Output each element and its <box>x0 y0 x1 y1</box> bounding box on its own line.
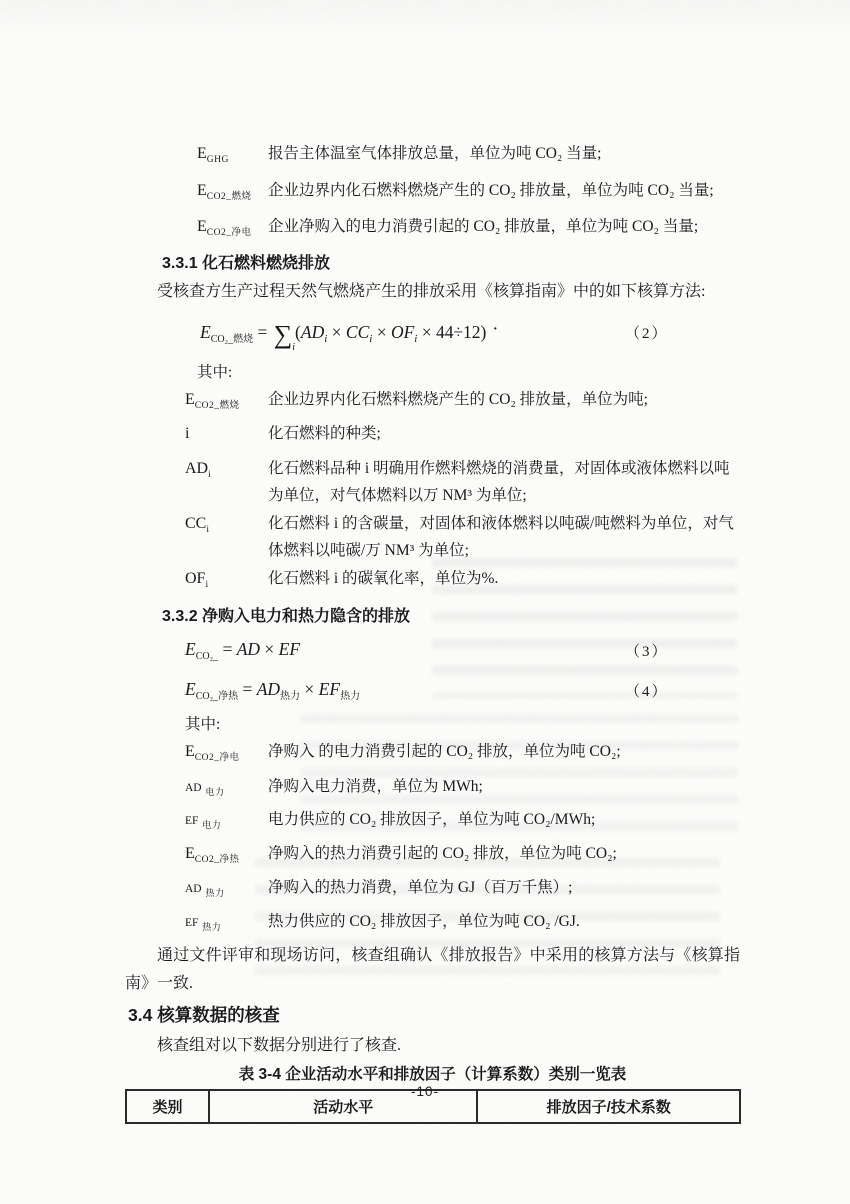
variable-definitions-overview <box>125 139 740 249</box>
formula-expression: $E_{CO_2\_}$ = AD × EF <box>185 639 301 662</box>
formula-number: （2） <box>625 325 669 342</box>
variable-term: $OF_i$ <box>185 569 209 590</box>
variable-term: $E_{CO2\_燃烧}$ <box>197 181 252 202</box>
variable-description: 报告主体温室气体排放总量，单位为吨 CO₂ 当量; <box>268 145 602 162</box>
column-header-activity-level: 活动水平 <box>209 1090 477 1123</box>
definition-row <box>125 139 740 176</box>
variable-description: 化石燃料 i 的含碳量，对固体和液体燃料以吨碳/吨燃料为单位，对气体燃料以吨碳/万 NM³ 为单位; <box>268 514 734 559</box>
variable-term: $CC_i$ <box>185 514 210 535</box>
formula-2 <box>125 316 740 356</box>
variable-term: AD $_{热力}$ <box>185 883 225 898</box>
scan-dot-artifact: · <box>493 321 498 337</box>
variable-description: 企业净购入的电力消费引起的 CO₂ 排放量，单位为吨 CO₂ 当量; <box>268 218 699 235</box>
definition-row <box>125 176 740 213</box>
definition-row <box>125 773 740 807</box>
definition-row <box>125 420 740 455</box>
formula-number: （4） <box>625 684 669 700</box>
variable-term: EF $_{热力}$ <box>185 916 222 932</box>
definition-row <box>125 386 740 421</box>
formula-expression: $E_{CO_2\_净热} = AD_{热力} \times EF_{热力}$ <box>185 679 361 702</box>
variable-description: 净购入 的电力消费引起的 CO₂ 排放，单位为吨 CO₂; <box>268 743 621 760</box>
variable-definitions-formula-2 <box>125 386 740 600</box>
definition-row <box>125 806 740 840</box>
definition-row <box>125 212 740 249</box>
page-number: -10- <box>410 1084 439 1099</box>
variable-description: 企业边界内化石燃料燃烧产生的 CO₂ 排放量，单位为吨; <box>268 390 648 408</box>
variable-definitions-formula-3-4 <box>125 738 740 941</box>
where-label: 其中: <box>185 716 221 733</box>
section-heading-3-4: 3.4 核算数据的核查 <box>128 1005 280 1025</box>
variable-description: 电力供应的 CO₂ 排放因子，单位为吨 CO₂/MWh; <box>268 811 596 828</box>
formula-4 <box>125 678 740 709</box>
intro-paragraph-3-3-1: 受核查方生产过程天然气燃烧产生的排放采用《核算指南》中的如下核算方法: <box>157 282 706 300</box>
definition-row <box>125 908 740 942</box>
formula-expression: $E_{CO_2\_燃烧} = \sum_i(AD_i \times CC_i \times OF_i \times 44\div 12)$ <box>200 319 487 353</box>
column-header-emission-factor: 排放因子/技术系数 <box>477 1090 740 1123</box>
variable-description: 净购入的热力消费引起的 CO₂ 排放，单位为吨 CO₂; <box>268 844 617 862</box>
variable-description: 化石燃料品种 i 明确用作燃料燃烧的消费量，对固体或液体燃料以吨为单位，对气体燃料以万 NM³ 为单位; <box>268 459 730 504</box>
conclusion-paragraph: 通过文件评审和现场访问，核查组确认《排放报告》中采用的核算方法与《核算指南》一致. <box>125 947 740 992</box>
variable-term: i <box>185 425 190 442</box>
variable-description: 化石燃料的种类; <box>268 425 381 442</box>
variable-description: 企业边界内化石燃料燃烧产生的 CO₂ 排放量，单位为吨 CO₂ 当量; <box>268 181 714 199</box>
formula-number: （3） <box>625 644 669 660</box>
definition-row <box>125 565 740 600</box>
column-header-category: 类别 <box>126 1090 209 1123</box>
variable-description: 热力供应的 CO₂ 排放因子，单位为吨 CO₂ /GJ. <box>268 912 580 930</box>
variable-term: $AD_i$ <box>185 459 212 480</box>
variable-description: 化石燃料 i 的碳氧化率，单位为%. <box>268 569 499 587</box>
variable-description: 净购入电力消费，单位为 MWh; <box>268 777 483 795</box>
variable-term: EF $_{电力}$ <box>185 815 222 830</box>
definition-row <box>125 840 740 875</box>
variable-term: $E_{GHG}$ <box>197 145 229 165</box>
section-heading-3-3-1: 3.3.1 化石燃料燃烧排放 <box>162 254 331 272</box>
definition-row <box>125 874 740 908</box>
variable-term: $E_{CO2\_净热}$ <box>185 844 240 865</box>
variable-term: $E_{CO2\_燃烧}$ <box>185 390 240 411</box>
definition-row <box>125 455 740 510</box>
variable-term: AD $_{电力}$ <box>185 781 225 797</box>
variable-term: $E_{CO2\_净电}$ <box>185 743 240 763</box>
table-title: 表 3-4 企业活动水平和排放因子（计算系数）类别一览表 <box>238 1066 627 1083</box>
definition-row <box>125 510 740 565</box>
where-label: 其中: <box>197 363 233 381</box>
section-heading-3-3-2: 3.3.2 净购入电力和热力隐含的排放 <box>162 608 411 625</box>
intro-paragraph-3-4: 核查组对以下数据分别进行了核查. <box>157 1037 402 1054</box>
definition-row <box>125 738 740 773</box>
variable-term: $E_{CO2\_净电}$ <box>197 218 252 238</box>
formula-3 <box>125 638 740 669</box>
variable-description: 净购入的热力消费，单位为 GJ（百万千焦）; <box>268 879 573 896</box>
